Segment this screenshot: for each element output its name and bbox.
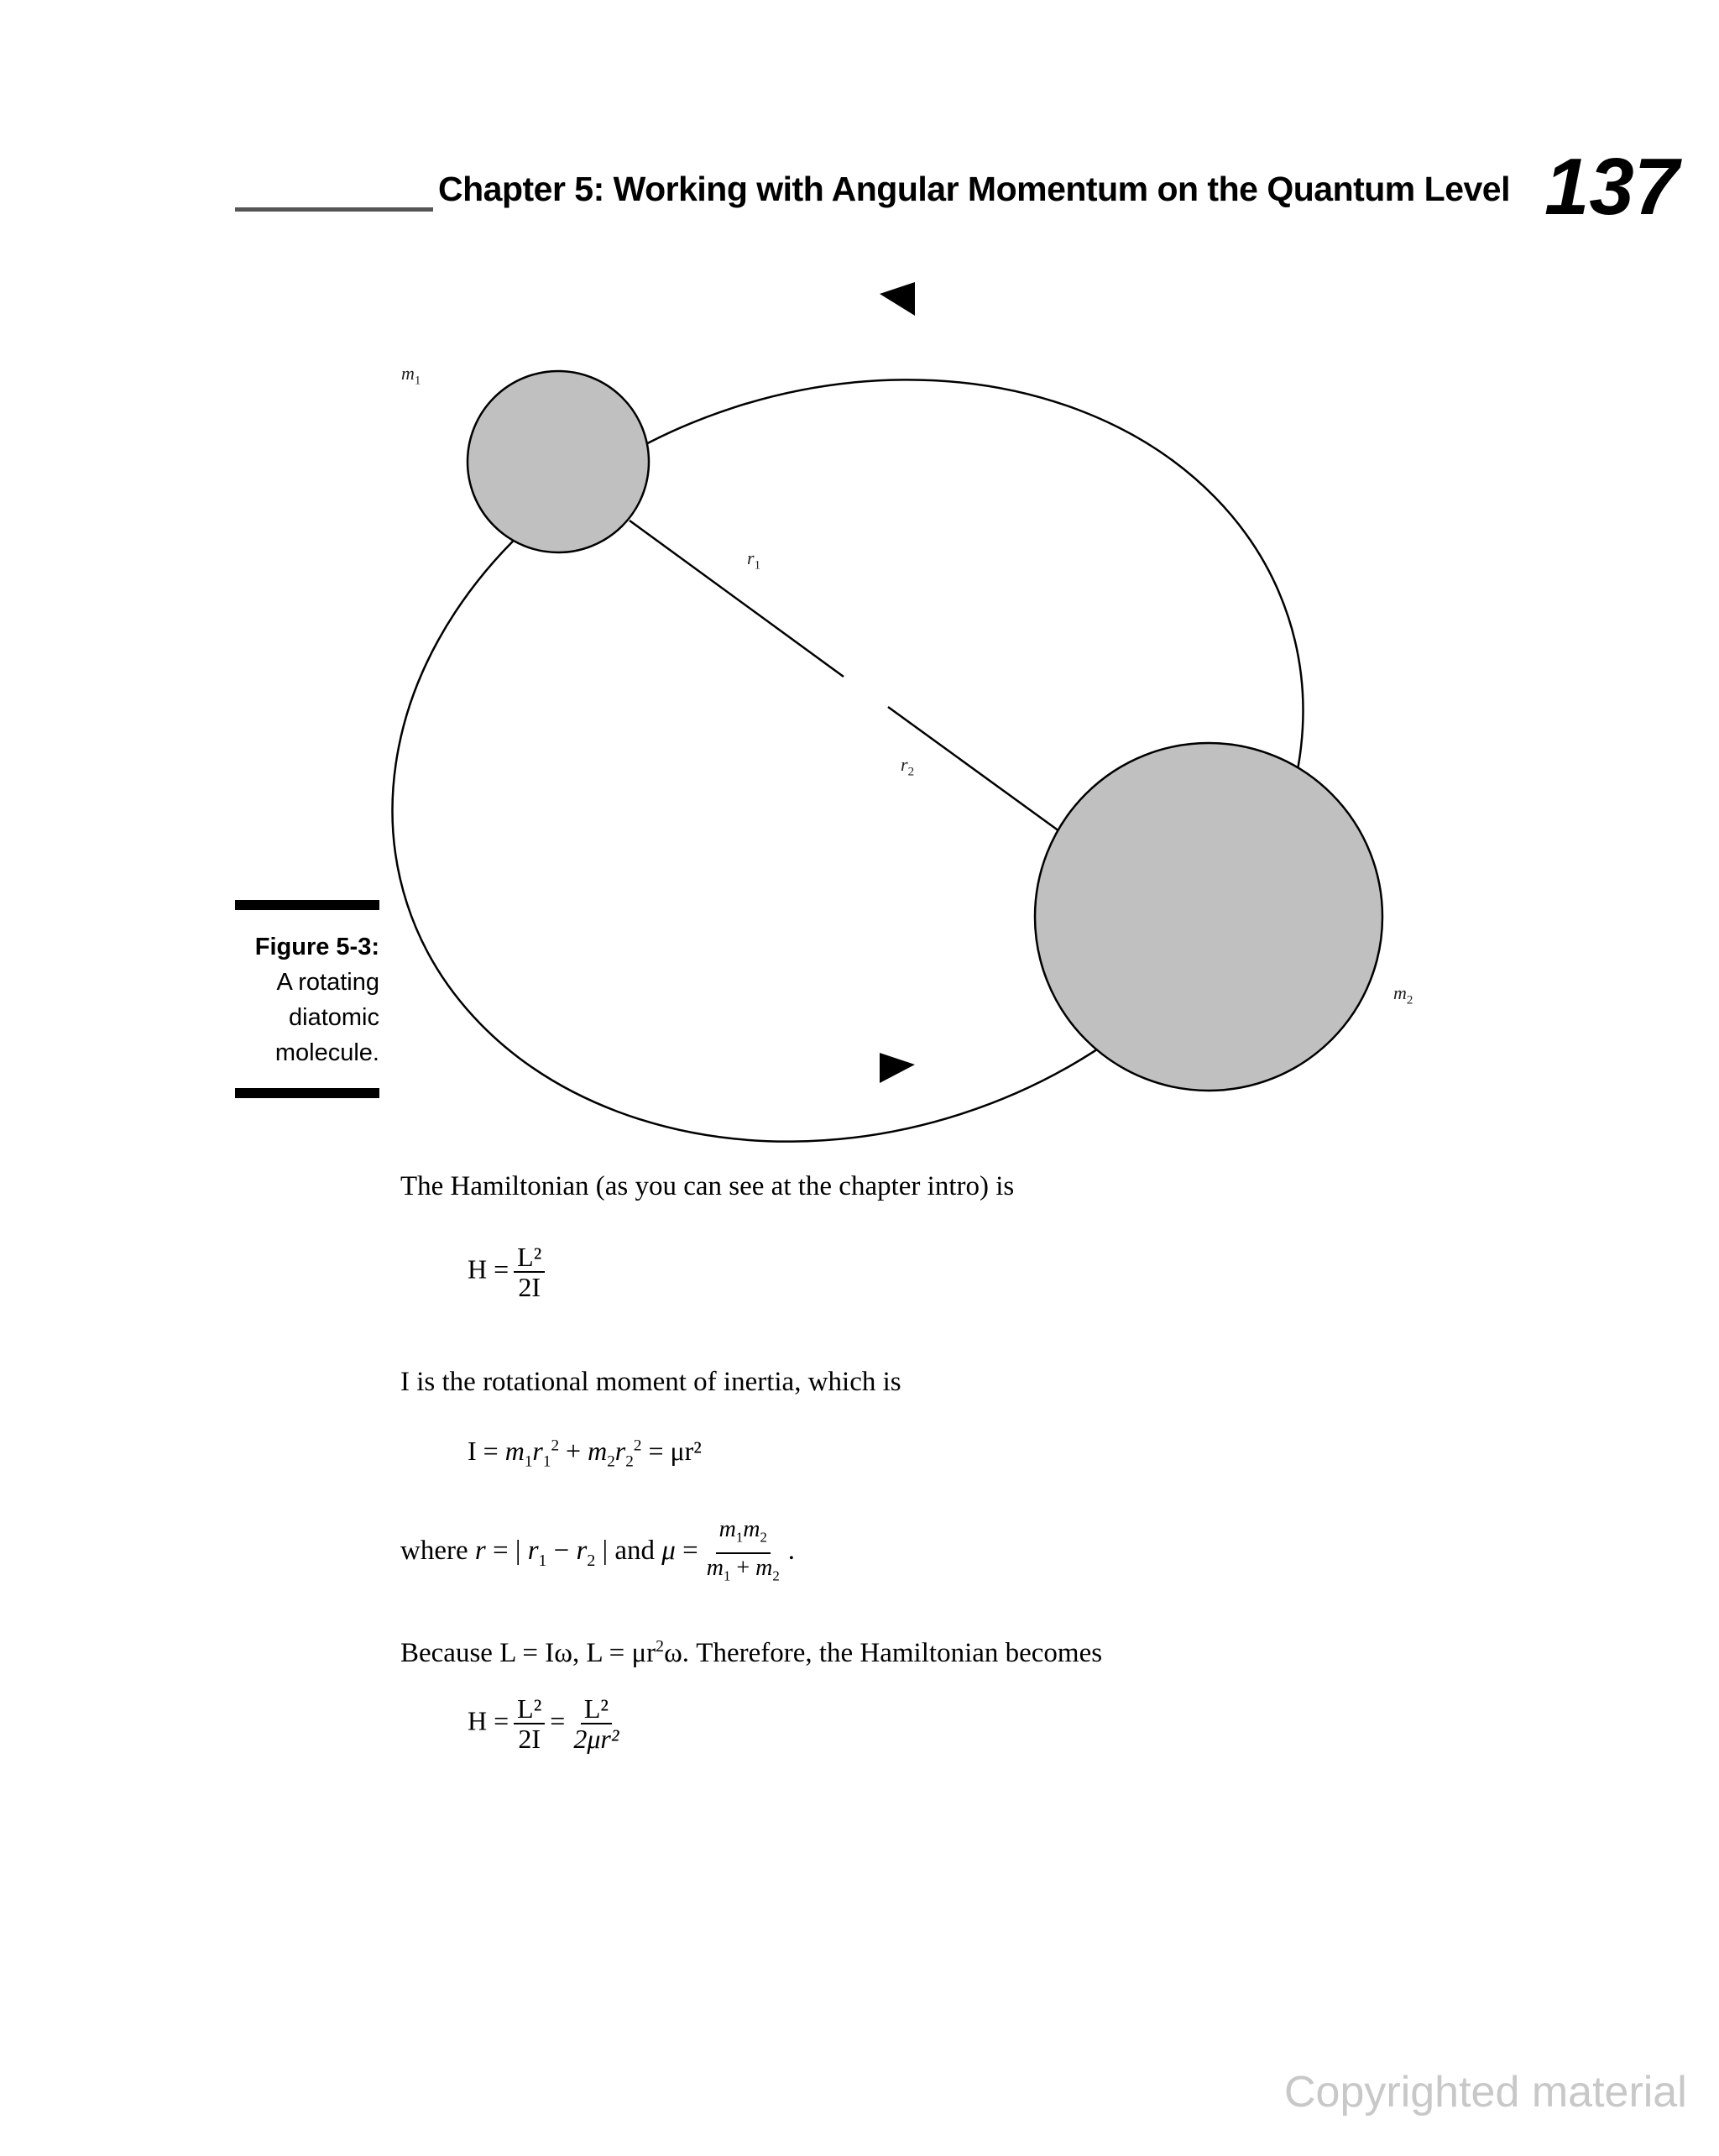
caption-top-bar [235, 900, 379, 910]
chapter-title: Chapter 5: Working with Angular Momentum on the Quantum Level [438, 170, 1510, 208]
label-r2: $r_2$ [901, 754, 915, 779]
eq3-lhs: H = [468, 1705, 509, 1736]
arrow-top-icon [880, 282, 915, 316]
reduced-mass-fraction: $\frac{m_1m_2}{m_1 + m_2}$ [706, 1516, 780, 1584]
eq3-equals: = [550, 1705, 566, 1736]
page-number: 137 [1544, 142, 1680, 232]
mass-m1 [468, 371, 649, 552]
paragraph-because: Because L = Iω, $L = \mu r^2\omega$. Therefore, the Hamiltonian becomes [400, 1637, 1103, 1668]
paragraph-hamiltonian-intro: The Hamiltonian (as you can see at the chapter intro) is [400, 1171, 1015, 1201]
equation-hamiltonian-reduced [468, 1694, 627, 1753]
eq1-num: L² [514, 1243, 545, 1273]
caption-bottom-bar [235, 1088, 379, 1098]
paragraph-moment-of-inertia: I is the rotational moment of inertia, which is [400, 1367, 901, 1397]
because-text: Because L = Iω, L = μr [400, 1638, 656, 1668]
paragraph-where: where r = | $r_1 - r_2$ | and μ = $\frac{m_1m_2}{m_1 + m_2}$ . [400, 1515, 795, 1590]
eq1-lhs: H = [468, 1253, 509, 1285]
equation-moment-of-inertia: $I = m_1r_1^2 + m_2r_2^2 = \mu r^2$ [468, 1436, 702, 1471]
arrow-bottom-icon [880, 1053, 915, 1083]
caption-label: Figure 5-3: [254, 934, 379, 960]
eq3-den1: 2I [518, 1724, 541, 1754]
eq2-rhs: = μr² [641, 1436, 702, 1466]
label-m1: $m_1$ [401, 363, 421, 388]
eq2-lhs: I = [468, 1436, 505, 1466]
eq3-den2: 2μr² [573, 1724, 619, 1754]
r1-line [630, 521, 844, 677]
copyright-watermark: Copyrighted material [1284, 2068, 1687, 2117]
eq3-fraction-1 [514, 1694, 545, 1753]
figure-caption [201, 929, 379, 1070]
eq3-num1: L² [514, 1694, 545, 1724]
label-m2: $m_2$ [1393, 982, 1413, 1007]
eq3-num2: L² [581, 1694, 612, 1724]
caption-text: A rotating diatomic molecule. [274, 969, 379, 1066]
eq1-den: 2I [518, 1272, 541, 1302]
mass-m2 [1035, 743, 1382, 1091]
label-r1: $r_1$ [747, 547, 761, 573]
equation-hamiltonian [468, 1243, 550, 1301]
where-word: where [400, 1536, 468, 1567]
eq3-fraction-2 [570, 1694, 622, 1753]
therefore-text: ω. Therefore, the Hamiltonian becomes [664, 1638, 1103, 1668]
eq1-fraction [514, 1243, 545, 1301]
and-word: and [614, 1536, 656, 1567]
